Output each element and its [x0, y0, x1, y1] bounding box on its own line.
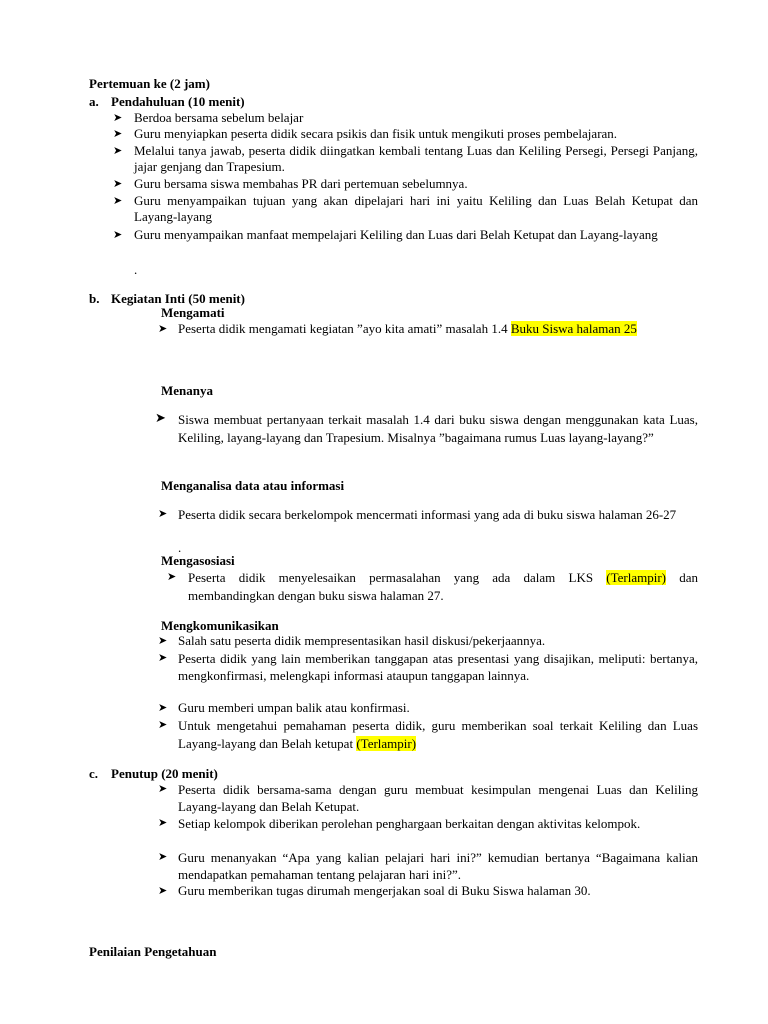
- section-a-label: a.: [89, 94, 99, 109]
- mengasosiasi-item-after: dan membandingkan dengan buku siswa halaman 27.: [188, 570, 698, 603]
- arrowhead-bullet-icon: ➤: [113, 228, 123, 241]
- mengkomunikasikan-item-4-highlight: (Terlampir): [356, 736, 417, 751]
- section-a-item-4: Guru bersama siswa membahas PR dari pertemuan sebelumnya.: [134, 176, 468, 191]
- section-a-heading: Pendahuluan (10 menit): [111, 94, 245, 109]
- mengkomunikasikan-item-1: Salah satu peserta didik mempresentasikan hasil diskusi/pekerjaannya.: [178, 633, 546, 648]
- menganalisa-item: Peserta didik secara berkelompok mencermati informasi yang ada di buku siswa halaman 26-27: [178, 507, 677, 522]
- arrowhead-bullet-icon: ➤: [167, 570, 177, 583]
- arrowhead-bullet-icon: ➤: [113, 127, 123, 140]
- mengasosiasi-heading: Mengasosiasi: [161, 553, 235, 568]
- section-c-label: c.: [89, 766, 99, 781]
- section-b-heading: Kegiatan Inti (50 menit): [111, 291, 245, 306]
- section-a-item-6: Guru menyampaikan manfaat mempelajari Keliling dan Luas dari Belah Ketupat dan Layang-layang: [134, 227, 658, 242]
- footer-heading: Penilaian Pengetahuan: [89, 944, 217, 959]
- mengasosiasi-item: [188, 569, 698, 605]
- arrowhead-bullet-icon: ➤: [158, 322, 168, 335]
- arrowhead-bullet-icon: ➤: [113, 111, 123, 124]
- menanya-item: Siswa membuat pertanyaan terkait masalah 1.4 dari buku siswa dengan menggunakan kata Luas, Keliling, layang-layang dan Trapesium. Misalnya ”bagaimana rumus Luas layang-layang?”: [178, 412, 698, 445]
- mengkomunikasikan-heading: Mengkomunikasikan: [161, 618, 279, 633]
- arrowhead-bullet-icon: ➤: [155, 411, 166, 426]
- menganalisa-trailing-dot: .: [178, 540, 182, 555]
- mengamati-item-highlight: Buku Siswa halaman 25: [510, 321, 637, 336]
- section-a-trailing-dot: .: [134, 262, 138, 277]
- mengamati-item: [178, 321, 698, 337]
- section-a-item-2: Guru menyiapkan peserta didik secara psikis dan fisik untuk mengikuti proses pembelajaran.: [134, 126, 618, 141]
- section-a-item-5: Guru menyampaikan tujuan yang akan dipelajari hari ini yaitu Keliling dan Luas Belah Ketupat dan Layang-layang: [134, 193, 698, 224]
- section-b-label: b.: [89, 291, 100, 306]
- menanya-heading: Menanya: [161, 383, 213, 398]
- section-c-item-3: Guru menanyakan “Apa yang kalian pelajari hari ini?” kemudian bertanya “Bagaimana kalian mendapatkan pemahaman tentang pelajaran hari ini?”.: [178, 850, 698, 882]
- mengkomunikasikan-item-4: [178, 717, 698, 753]
- mengkomunikasikan-item-2: Peserta didik yang lain memberikan tanggapan atas presentasi yang disajikan, meliputi: bertanya, mengkonfirmasi, melengkapi informasi ataupun tanggapan lainnya.: [178, 651, 698, 683]
- section-a-item-1: Berdoa bersama sebelum belajar: [134, 110, 304, 125]
- section-a-item-3: Melalui tanya jawab, peserta didik diingatkan kembali tentang Luas dan Keliling Persegi, Persegi Panjang, jajar genjang dan Trapesium.: [134, 143, 698, 174]
- arrowhead-bullet-icon: ➤: [158, 507, 168, 520]
- mengamati-item-text: Peserta didik mengamati kegiatan ”ayo kita amati” masalah 1.4: [178, 321, 511, 336]
- mengasosiasi-item-highlight: (Terlampir): [606, 570, 667, 585]
- mengasosiasi-item-before: Peserta didik menyelesaikan permasalahan yang ada dalam LKS: [188, 570, 607, 585]
- arrowhead-bullet-icon: ➤: [158, 651, 168, 664]
- arrowhead-bullet-icon: ➤: [113, 177, 123, 190]
- mengamati-heading: Mengamati: [161, 305, 225, 320]
- arrowhead-bullet-icon: ➤: [158, 718, 168, 731]
- section-c-heading: Penutup (20 menit): [111, 766, 218, 781]
- arrowhead-bullet-icon: ➤: [158, 701, 168, 714]
- meeting-title: Pertemuan ke (2 jam): [89, 76, 210, 91]
- section-c-item-1: Peserta didik bersama-sama dengan guru membuat kesimpulan mengenai Luas dan Keliling Layang-layang dan Belah Ketupat.: [178, 782, 698, 814]
- arrowhead-bullet-icon: ➤: [158, 634, 168, 647]
- arrowhead-bullet-icon: ➤: [113, 194, 123, 207]
- mengkomunikasikan-item-4-text: Untuk mengetahui pemahaman peserta didik, guru memberikan soal terkait Keliling dan Luas Layang-layang dan Belah ketupat: [178, 718, 698, 751]
- arrowhead-bullet-icon: ➤: [158, 884, 168, 897]
- menganalisa-heading: Menganalisa data atau informasi: [161, 478, 345, 493]
- arrowhead-bullet-icon: ➤: [113, 144, 123, 157]
- section-c-item-2: Setiap kelompok diberikan perolehan penghargaan berkaitan dengan aktivitas kelompok.: [178, 816, 641, 831]
- arrowhead-bullet-icon: ➤: [158, 850, 168, 863]
- section-c-item-4: Guru memberikan tugas dirumah mengerjakan soal di Buku Siswa halaman 30.: [178, 883, 591, 898]
- arrowhead-bullet-icon: ➤: [158, 816, 168, 829]
- mengkomunikasikan-item-3: Guru memberi umpan balik atau konfirmasi.: [178, 700, 410, 715]
- arrowhead-bullet-icon: ➤: [158, 782, 168, 795]
